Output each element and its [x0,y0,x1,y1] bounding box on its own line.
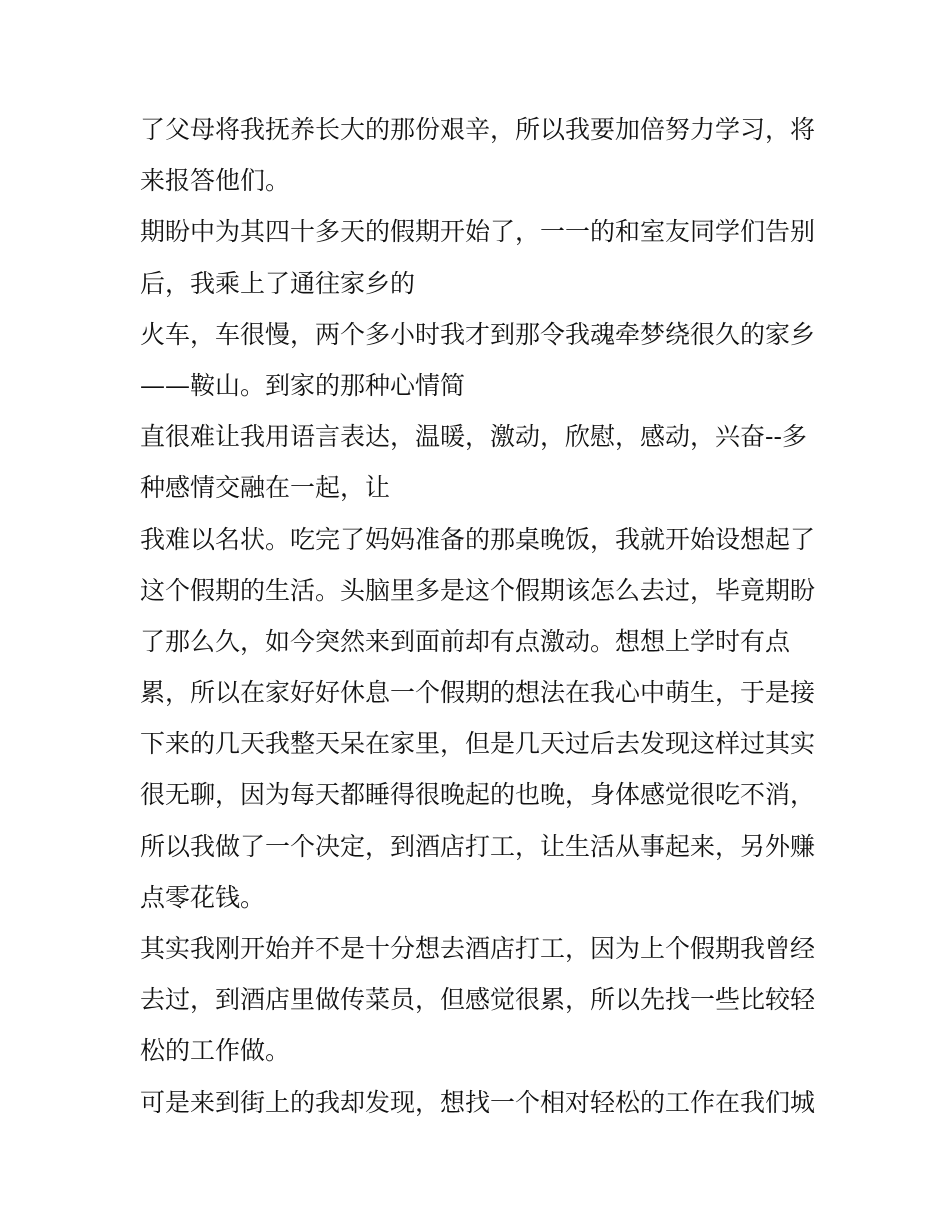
text-line: 期盼中为其四十多天的假期开始了，一一的和室友同学们告别 [140,217,816,247]
text-line: 火车，车很慢，两个多小时我才到那令我魂牵梦绕很久的家乡 [140,319,816,349]
text-line: 后，我乘上了通往家乡的 [140,268,416,298]
text-line: 直很难让我用语言表达，温暖，激动，欣慰，感动，兴奋--多 [140,422,807,452]
text-line: 累，所以在家好好休息一个假期的想法在我心中萌生，于是接 [140,678,816,708]
text-line: 了那么久，如今突然来到面前却有点激动。想想上学时有点 [140,626,791,656]
text-line: 这个假期的生活。头脑里多是这个假期该怎么去过，毕竟期盼 [140,575,816,605]
text-line: ——鞍山。到家的那种心情简 [140,370,466,400]
document-text-body [140,104,820,1128]
text-line: 来报答他们。 [140,166,291,196]
text-line: 可是来到街上的我却发现，想找一个相对轻松的工作在我们城 [140,1087,816,1117]
text-line: 下来的几天我整天呆在家里，但是几天过后去发现这样过其实 [140,729,816,759]
text-line: 松的工作做。 [140,1036,291,1066]
text-line: 我难以名状。吃完了妈妈准备的那桌晚饭，我就开始设想起了 [140,524,816,554]
text-line: 点零花钱。 [140,882,266,912]
text-line: 去过，到酒店里做传菜员，但感觉很累，所以先找一些比较轻 [140,985,816,1015]
text-line: 了父母将我抚养长大的那份艰辛，所以我要加倍努力学习，将 [140,115,816,144]
text-line: 所以我做了一个决定，到酒店打工，让生活从事起来，另外赚 [140,831,816,861]
text-line: 很无聊，因为每天都睡得很晚起的也晚，身体感觉很吃不消， [140,780,816,810]
text-line: 种感情交融在一起，让 [140,473,391,503]
text-line: 其实我刚开始并不是十分想去酒店打工，因为上个假期我曾经 [140,934,816,963]
